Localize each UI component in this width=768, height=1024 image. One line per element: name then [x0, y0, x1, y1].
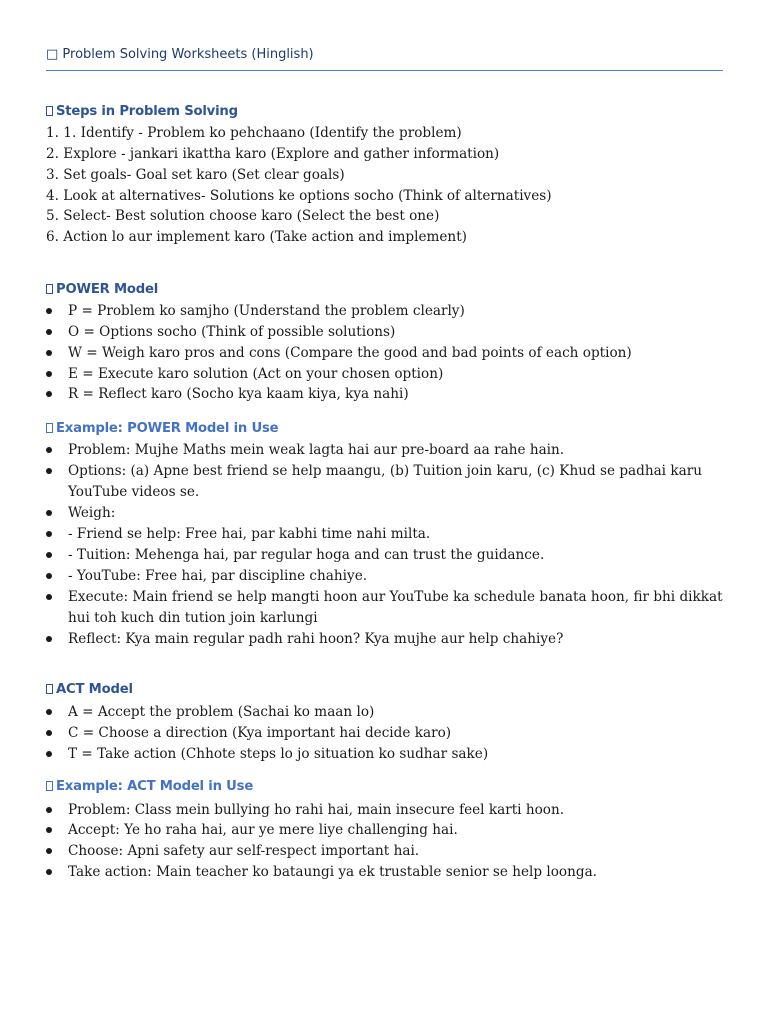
- bullet-icon: [46, 573, 52, 579]
- list-item: [46, 744, 726, 765]
- bullet-icon: [46, 531, 52, 537]
- document-title: □ Problem Solving Worksheets (Hinglish): [46, 47, 314, 62]
- list-item-text: Accept: Ye ho raha hai, aur ye mere liye challenging hai.: [68, 822, 458, 838]
- box-icon: [46, 106, 53, 116]
- list-item: [46, 566, 726, 587]
- list-item-text: Take action: Main teacher ko bataungi ya ek trustable senior se help loonga.: [68, 864, 597, 880]
- list-item-text: O = Options socho (Think of possible solutions): [68, 324, 396, 340]
- bullet-icon: [46, 391, 52, 397]
- list-item-text: Choose: Apni safety aur self-respect important hai.: [68, 843, 420, 859]
- bullet-icon: [46, 329, 52, 335]
- bullet-icon: [46, 636, 52, 642]
- box-icon: [46, 423, 53, 433]
- list-item: [46, 702, 726, 723]
- bullet-icon: [46, 510, 52, 516]
- box-icon: [46, 781, 53, 791]
- list-item: [46, 503, 726, 524]
- power-example-heading-text: Example: POWER Model in Use: [56, 421, 279, 436]
- list-item-text: A = Accept the problem (Sachai ko maan lo): [68, 704, 375, 720]
- box-icon: [46, 684, 53, 694]
- list-item-text: Reflect: Kya main regular padh rahi hoon? Kya mujhe aur help chahiye?: [68, 631, 564, 647]
- list-item: [46, 587, 726, 628]
- bullet-icon: [46, 371, 52, 377]
- list-item-text: Problem: Class mein bullying ho rahi hai, main insecure feel karti hoon.: [68, 802, 565, 818]
- list-item-text: E = Execute karo solution (Act on your chosen option): [68, 366, 444, 382]
- steps-item: 6. Action lo aur implement karo (Take action and implement): [46, 229, 467, 245]
- bullet-icon: [46, 552, 52, 558]
- power-heading: [46, 282, 158, 297]
- list-item-text: Problem: Mujhe Maths mein weak lagta hai aur pre-board aa rahe hain.: [68, 442, 565, 458]
- act-heading: [46, 682, 133, 697]
- list-item-text: Options: (a) Apne best friend se help maangu, (b) Tuition join karu, (c) Khud se padhai karu YouTube videos se.: [68, 463, 702, 500]
- list-item: [46, 524, 726, 545]
- bullet-icon: [46, 730, 52, 736]
- box-icon: [46, 284, 53, 294]
- list-item-text: - Friend se help: Free hai, par kabhi time nahi milta.: [68, 526, 431, 542]
- list-item-text: Execute: Main friend se help mangti hoon aur YouTube ka schedule banata hoon, fir bhi dikkat hui toh kuch din tution join karlungi: [68, 589, 723, 626]
- list-item: [46, 301, 726, 322]
- list-item: [46, 384, 726, 405]
- list-item: [46, 800, 726, 821]
- list-item: [46, 364, 726, 385]
- act-heading-text: ACT Model: [56, 682, 133, 697]
- bullet-icon: [46, 807, 52, 813]
- list-item: [46, 440, 726, 461]
- list-item-text: Weigh:: [68, 505, 116, 521]
- bullet-icon: [46, 827, 52, 833]
- list-item-text: W = Weigh karo pros and cons (Compare the good and bad points of each option): [68, 345, 632, 361]
- list-item: [46, 841, 726, 862]
- list-item: [46, 343, 726, 364]
- steps-item: 2. Explore - jankari ikattha karo (Explore and gather information): [46, 146, 500, 162]
- title-underline: [46, 70, 723, 71]
- steps-heading-text: Steps in Problem Solving: [56, 104, 238, 119]
- bullet-icon: [46, 468, 52, 474]
- act-example-heading-text: Example: ACT Model in Use: [56, 779, 254, 794]
- bullet-icon: [46, 751, 52, 757]
- power-example-heading: [46, 421, 278, 436]
- steps-item: 4. Look at alternatives- Solutions ke options socho (Think of alternatives): [46, 188, 552, 204]
- list-item: [46, 322, 726, 343]
- steps-item: 5. Select- Best solution choose karo (Select the best one): [46, 208, 440, 224]
- bullet-icon: [46, 447, 52, 453]
- bullet-icon: [46, 869, 52, 875]
- list-item: [46, 545, 726, 566]
- list-item: [46, 862, 726, 883]
- bullet-icon: [46, 709, 52, 715]
- bullet-icon: [46, 308, 52, 314]
- list-item: [46, 629, 726, 650]
- bullet-icon: [46, 594, 52, 600]
- bullet-icon: [46, 350, 52, 356]
- list-item-text: - Tuition: Mehenga hai, par regular hoga and can trust the guidance.: [68, 547, 545, 563]
- power-heading-text: POWER Model: [56, 282, 159, 297]
- list-item-text: T = Take action (Chhote steps lo jo situation ko sudhar sake): [68, 746, 489, 762]
- list-item: [46, 461, 726, 502]
- steps-heading: [46, 104, 238, 119]
- steps-item: 3. Set goals- Goal set karo (Set clear goals): [46, 167, 345, 183]
- act-example-heading: [46, 779, 253, 794]
- list-item-text: R = Reflect karo (Socho kya kaam kiya, kya nahi): [68, 386, 409, 402]
- list-item: [46, 723, 726, 744]
- steps-item: 1. 1. Identify - Problem ko pehchaano (Identify the problem): [46, 125, 462, 141]
- list-item: [46, 820, 726, 841]
- list-item-text: - YouTube: Free hai, par discipline chahiye.: [68, 568, 368, 584]
- bullet-icon: [46, 848, 52, 854]
- list-item-text: C = Choose a direction (Kya important hai decide karo): [68, 725, 452, 741]
- list-item-text: P = Problem ko samjho (Understand the problem clearly): [68, 303, 465, 319]
